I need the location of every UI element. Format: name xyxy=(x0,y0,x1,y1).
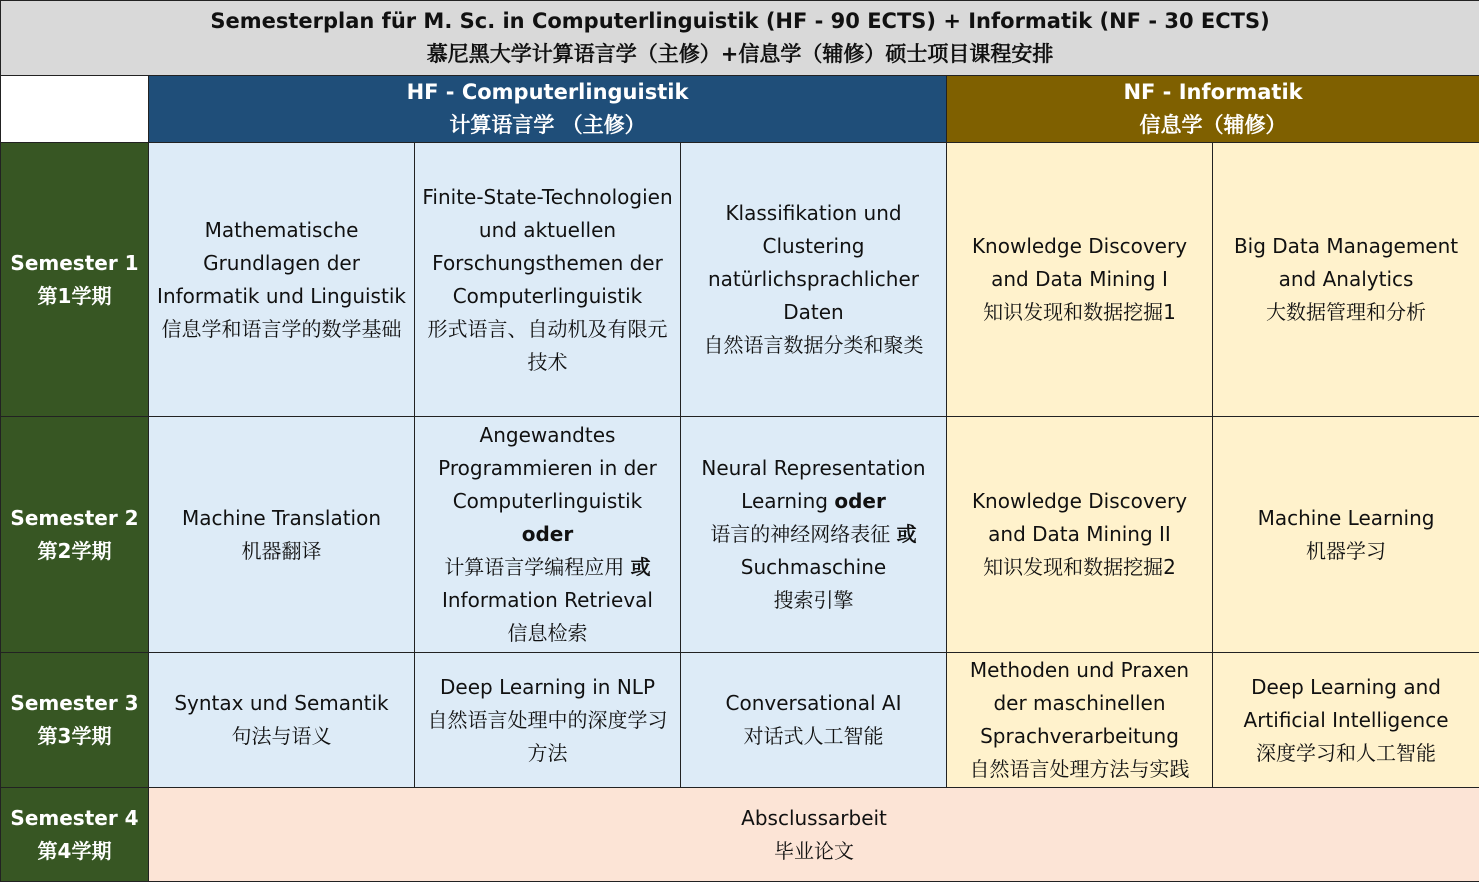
course-name-german: Syntax und Semantik xyxy=(155,687,408,720)
semester-label-1: Semester 1 第1学期 xyxy=(1,143,149,417)
hf-header-chinese: 计算语言学 （主修） xyxy=(155,109,940,142)
course-name-german: Machine Learning xyxy=(1219,502,1473,535)
semester-row-3 xyxy=(1,653,1479,788)
course-cell xyxy=(681,143,947,417)
course-name-chinese: 知识发现和数据挖掘1 xyxy=(953,296,1206,329)
course-name-chinese: 大数据管理和分析 xyxy=(1219,296,1473,329)
course-name-german: Mathematische Grundlagen der Informatik und Linguistik xyxy=(155,214,408,313)
course-cell xyxy=(1213,143,1479,417)
course-name-chinese: 自然语言数据分类和聚类 xyxy=(687,329,940,362)
course-option-2-german: Suchmaschine xyxy=(687,551,940,584)
nf-header-german: NF - Informatik xyxy=(953,76,1473,109)
nf-header xyxy=(947,76,1479,143)
course-cell xyxy=(1213,417,1479,653)
semester-row-4 xyxy=(1,788,1479,882)
hf-header xyxy=(149,76,947,143)
course-name-german: Deep Learning in NLP xyxy=(421,671,674,704)
title-chinese: 慕尼黑大学计算语言学（主修）+信息学（辅修）硕士项目课程安排 xyxy=(7,38,1473,71)
course-option-1-chinese: 语言的神经网络表征 xyxy=(710,522,890,546)
semester-label-2: Semester 2 第2学期 xyxy=(1,417,149,653)
course-name-chinese: 自然语言处理中的深度学习方法 xyxy=(421,704,674,770)
course-name-chinese: 知识发现和数据挖掘2 xyxy=(953,551,1206,584)
course-name-german: Klassifikation und Clustering natürlichsprachlicher Daten xyxy=(687,197,940,329)
course-name-german: Conversational AI xyxy=(687,687,940,720)
course-cell xyxy=(415,417,681,653)
or-keyword-chinese: 或 xyxy=(631,555,651,579)
course-name-chinese: 自然语言处理方法与实践 xyxy=(953,753,1206,786)
course-option-2-german: Information Retrieval xyxy=(421,584,674,617)
course-name-chinese: 机器学习 xyxy=(1219,535,1473,568)
semester-row-2 xyxy=(1,417,1479,653)
course-name-chinese: 形式语言、自动机及有限元技术 xyxy=(421,313,674,379)
course-option-2-chinese: 搜索引擎 xyxy=(687,584,940,617)
course-option-1-german: Angewandtes Programmieren in der Computerlinguistik xyxy=(421,419,674,518)
course-cell xyxy=(415,143,681,417)
course-name-chinese: 深度学习和人工智能 xyxy=(1219,737,1473,770)
semester-label-3: Semester 3 第3学期 xyxy=(1,653,149,788)
course-cell xyxy=(681,653,947,788)
course-cell xyxy=(947,143,1213,417)
hf-header-german: HF - Computerlinguistik xyxy=(155,76,940,109)
course-cell xyxy=(681,417,947,653)
thesis-german: Absclussarbeit xyxy=(155,802,1473,835)
course-cell xyxy=(947,653,1213,788)
course-option-1-german: Neural Representation Learning xyxy=(701,456,925,513)
course-name-german: Machine Translation xyxy=(155,502,408,535)
corner-cell xyxy=(1,76,149,143)
course-cell xyxy=(149,417,415,653)
course-option-1-chinese: 计算语言学编程应用 xyxy=(444,555,624,579)
course-name-chinese: 句法与语义 xyxy=(155,720,408,753)
course-name-german: Methoden und Praxen der maschinellen Sprachverarbeitung xyxy=(953,654,1206,753)
course-cell xyxy=(149,143,415,417)
course-cell xyxy=(947,417,1213,653)
semester-row-1 xyxy=(1,143,1479,417)
course-option-2-chinese: 信息检索 xyxy=(421,617,674,650)
course-cell xyxy=(1213,653,1479,788)
or-keyword-german: oder xyxy=(834,489,885,513)
course-name-chinese: 对话式人工智能 xyxy=(687,720,940,753)
course-cell xyxy=(415,653,681,788)
course-name-chinese: 信息学和语言学的数学基础 xyxy=(155,313,408,346)
course-name-german: Finite-State-Technologien und aktuellen Forschungsthemen der Computerlinguistik xyxy=(421,181,674,313)
course-name-german: Deep Learning and Artificial Intelligence xyxy=(1219,671,1473,737)
course-name-german: Big Data Management and Analytics xyxy=(1219,230,1473,296)
or-keyword-chinese: 或 xyxy=(897,522,917,546)
thesis-cell xyxy=(149,788,1479,882)
course-name-german: Knowledge Discovery and Data Mining I xyxy=(953,230,1206,296)
course-name-chinese: 机器翻译 xyxy=(155,535,408,568)
or-keyword-german: oder xyxy=(421,518,674,551)
semester-label-4: Semester 4 第4学期 xyxy=(1,788,149,882)
title-german: Semesterplan für M. Sc. in Computerlinguistik (HF - 90 ECTS) + Informatik (NF - 30 ECTS) xyxy=(7,5,1473,38)
course-cell xyxy=(149,653,415,788)
nf-header-chinese: 信息学（辅修） xyxy=(953,109,1473,142)
thesis-chinese: 毕业论文 xyxy=(155,835,1473,868)
page-title xyxy=(1,1,1479,76)
course-name-german: Knowledge Discovery and Data Mining II xyxy=(953,485,1206,551)
